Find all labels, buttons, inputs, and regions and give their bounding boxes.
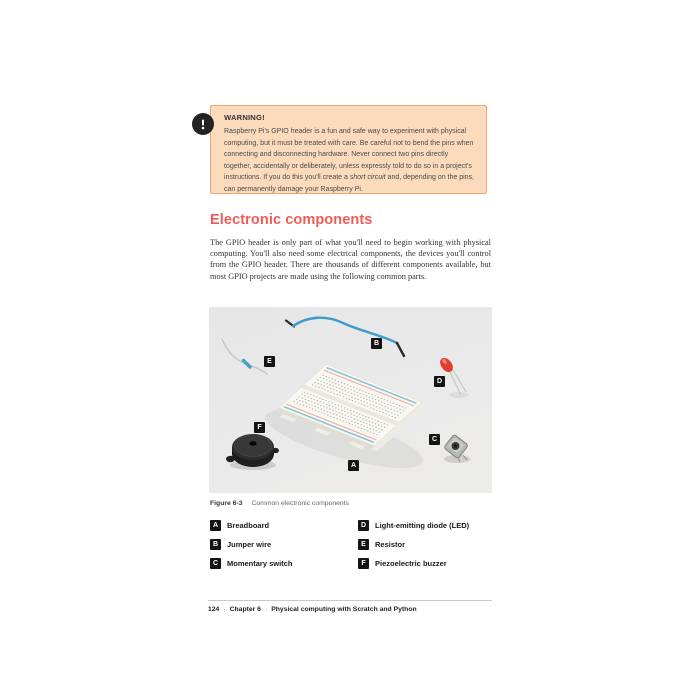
legend-label: Piezoelectric buzzer [375, 559, 447, 568]
warning-body-italic: short circuit [349, 174, 386, 182]
jumper-wire-art [286, 318, 404, 356]
footer-separator: · [264, 606, 268, 613]
body-paragraph: The GPIO header is only part of what you'll need to begin working with physical computing. You'll also need some electrical components, the devices you'll control from the GPIO header. There are thousands of different components available, but most GPIO projects are made using the following common parts. [210, 238, 491, 281]
footer-chapter: Chapter 6 [229, 606, 261, 613]
section-heading: Electronic components [210, 212, 373, 228]
warning-title: WARNING! [224, 113, 265, 122]
figure-caption-text: Common electronic components [251, 500, 349, 507]
warning-body-text: Raspberry Pi's GPIO header is a fun and safe way to experiment with physical computing, but it must be treated with care. Be careful not to bend the pins when connecting and disconnecting hardware. Never connect two pins directly together, accidentally or deliberately, unless expressly told to do so in a project's instructions. If you do this you'll create a [224, 128, 474, 182]
figure-legend [210, 520, 494, 569]
figure-caption-label: Figure 6-3 [210, 500, 243, 507]
figure-label-a: A [348, 460, 359, 471]
legend-chip-b: B [210, 539, 221, 550]
page-footer [208, 606, 417, 613]
legend-label: Jumper wire [227, 540, 272, 549]
figure-label-e: E [264, 356, 275, 367]
legend-chip-a: A [210, 520, 221, 531]
legend-chip-c: C [210, 558, 221, 569]
figure-label-c: C [429, 434, 440, 445]
legend-item-led [358, 520, 494, 531]
legend-item-piezo-buzzer [358, 558, 494, 569]
legend-label: Breadboard [227, 521, 270, 530]
legend-item-breadboard [210, 520, 358, 531]
legend-chip-d: D [358, 520, 369, 531]
footer-rule [208, 600, 492, 601]
legend-item-momentary-switch [210, 558, 358, 569]
figure-image-electronic-components [209, 307, 492, 493]
legend-label: Resistor [375, 540, 406, 549]
figure-label-b: B [371, 338, 382, 349]
figure-label-f: F [254, 422, 265, 433]
warning-box [210, 105, 487, 194]
footer-page-number: 124 [208, 606, 220, 613]
warning-body-text-2: and, depending on the pins, can permanently damage your Raspberry Pi. [224, 174, 474, 193]
figure-caption [210, 500, 349, 507]
legend-label: Light-emitting diode (LED) [375, 521, 470, 530]
legend-item-jumper-wire [210, 539, 358, 550]
figure-label-d: D [434, 376, 445, 387]
legend-chip-e: E [358, 539, 369, 550]
legend-chip-f: F [358, 558, 369, 569]
resistor-art [222, 339, 267, 374]
exclamation-icon [192, 113, 214, 135]
legend-item-resistor [358, 539, 494, 550]
footer-separator: · [223, 606, 226, 613]
warning-body [224, 126, 474, 196]
legend-label: Momentary switch [227, 559, 293, 568]
footer-chapter-title: Physical computing with Scratch and Python [271, 606, 417, 613]
